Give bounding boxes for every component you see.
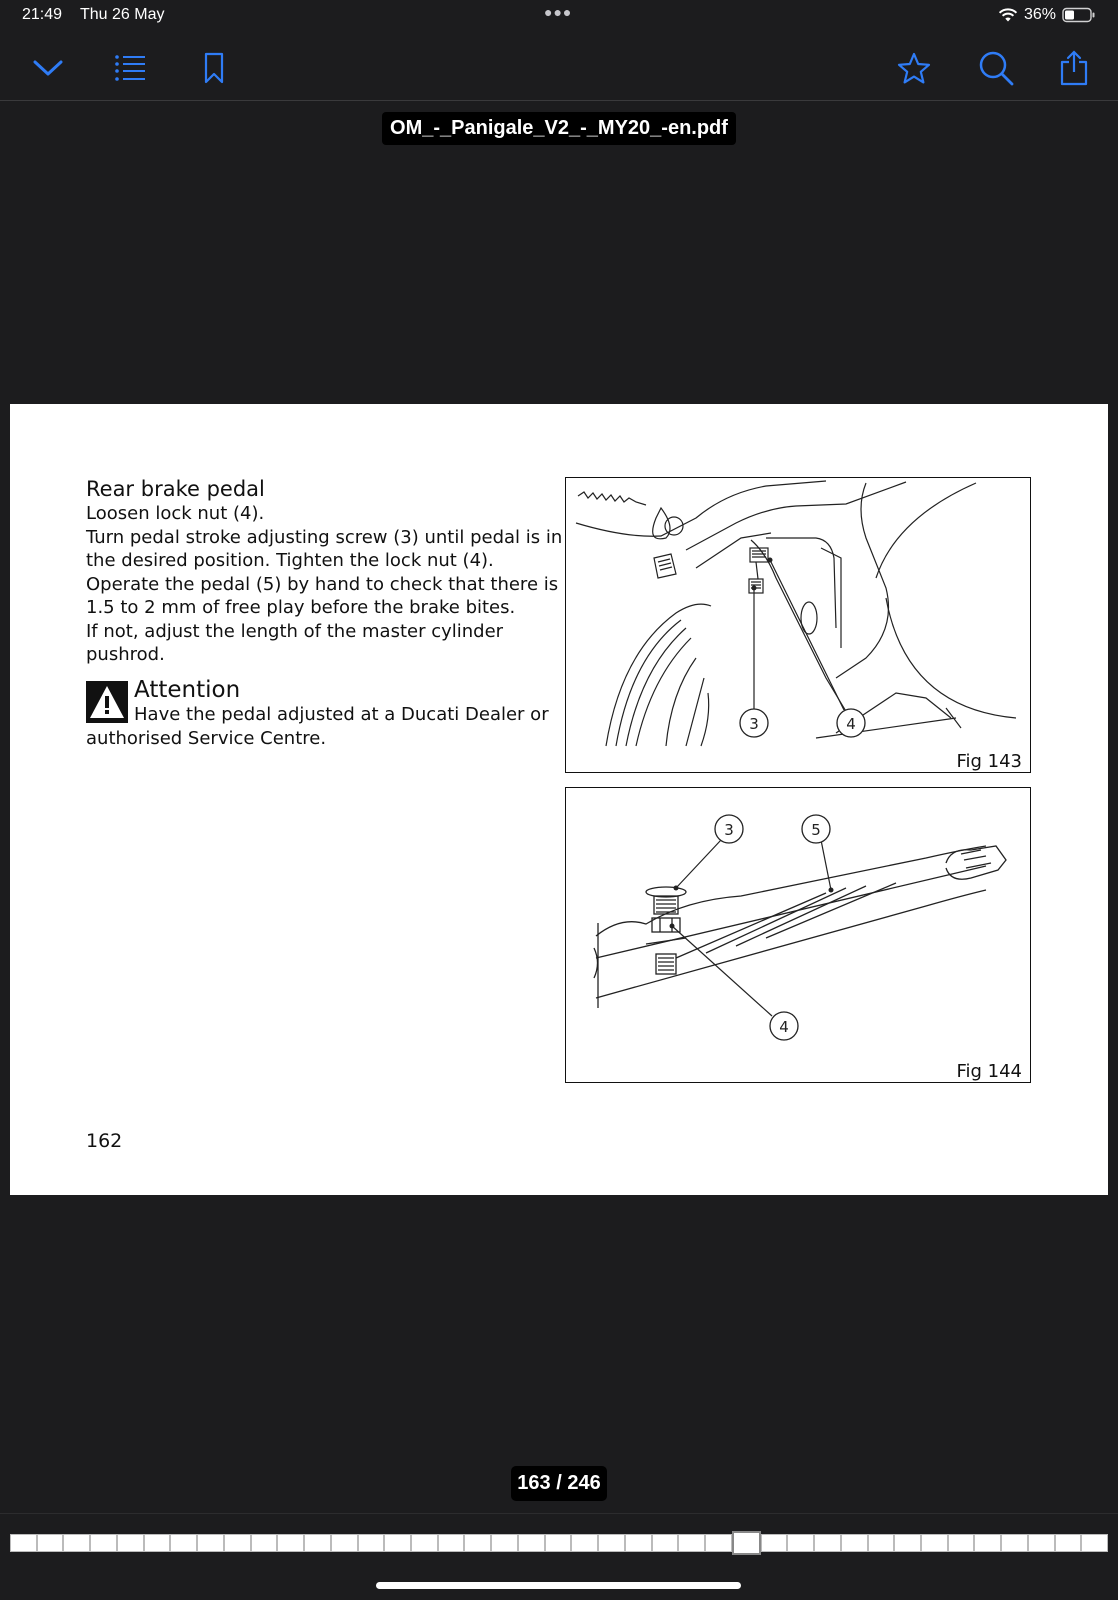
- battery-percent: 36%: [1023, 6, 1056, 23]
- page-thumbnail[interactable]: [814, 1534, 841, 1552]
- status-indicators: [998, 6, 1096, 24]
- section-title: Rear brake pedal: [86, 477, 265, 501]
- page-thumbnail[interactable]: [921, 1534, 948, 1552]
- wifi-icon: [998, 8, 1018, 23]
- document-filename: OM_-_Panigale_V2_-_MY20_-en.pdf: [382, 112, 736, 145]
- brake-pedal-assembly-illustration: [566, 478, 1032, 774]
- reader-toolbar: [0, 36, 1118, 101]
- figure-label: Fig 144: [956, 1061, 1022, 1082]
- page-thumbnail[interactable]: [411, 1534, 438, 1552]
- page-counter: [0, 1466, 1118, 1501]
- document-title: [0, 112, 1118, 145]
- page-thumbnail[interactable]: [1081, 1534, 1108, 1552]
- page-thumbnail[interactable]: [1028, 1534, 1055, 1552]
- page-thumbnail[interactable]: [761, 1534, 788, 1552]
- body-line: Turn pedal stroke adjusting screw (3) until pedal is in: [86, 526, 563, 548]
- page-thumbnail[interactable]: [625, 1534, 652, 1552]
- body-line: Loosen lock nut (4).: [86, 503, 265, 524]
- callout-3: 3: [724, 821, 734, 839]
- page-thumbnail[interactable]: [90, 1534, 117, 1552]
- attention-line: authorised Service Centre.: [86, 727, 327, 749]
- callout-3: 3: [749, 715, 759, 733]
- page-thumbnail[interactable]: [277, 1534, 304, 1552]
- pdf-page[interactable]: [10, 404, 1108, 1195]
- bookmark-icon[interactable]: [192, 46, 236, 90]
- multitasking-dots-icon[interactable]: ●●●: [544, 4, 573, 20]
- callout-4: 4: [779, 1018, 789, 1036]
- share-icon[interactable]: [1052, 46, 1096, 90]
- close-chevron-down-icon[interactable]: [26, 46, 70, 90]
- page-thumbnail[interactable]: [545, 1534, 572, 1552]
- home-indicator[interactable]: [376, 1582, 741, 1589]
- page-thumbnail[interactable]: [170, 1534, 197, 1552]
- page-thumbnail[interactable]: [868, 1534, 895, 1552]
- page-thumbnail[interactable]: [705, 1534, 732, 1552]
- page-thumbnail[interactable]: [197, 1534, 224, 1552]
- page-thumbnail[interactable]: [63, 1534, 90, 1552]
- thumbnail-list[interactable]: [10, 1534, 1108, 1556]
- callout-5: 5: [811, 821, 821, 839]
- page-thumbnail[interactable]: [10, 1534, 37, 1552]
- brake-pedal-lever-illustration: [566, 788, 1032, 1084]
- page-thumbnail[interactable]: [678, 1534, 705, 1552]
- body-line: 1.5 to 2 mm of free play before the brake bites.: [86, 597, 516, 618]
- figure-label: Fig 143: [956, 751, 1022, 772]
- table-of-contents-icon[interactable]: [108, 46, 152, 90]
- battery-icon: [1062, 7, 1096, 23]
- page-counter-label: 163 / 246: [511, 1466, 606, 1501]
- body-line: Operate the pedal (5) by hand to check that there is: [86, 573, 559, 595]
- attention-notice: [86, 677, 566, 751]
- status-date: Thu 26 May: [80, 6, 165, 23]
- page-thumbnail[interactable]: [894, 1534, 921, 1552]
- page-thumbnail[interactable]: [974, 1534, 1001, 1552]
- page-thumbnail[interactable]: [331, 1534, 358, 1552]
- page-thumbnail[interactable]: [652, 1534, 679, 1552]
- page-thumbnail[interactable]: [438, 1534, 465, 1552]
- page-thumbnail[interactable]: [117, 1534, 144, 1552]
- status-time: 21:49: [22, 6, 63, 23]
- figure-143: [565, 477, 1031, 773]
- body-line: the desired position. Tighten the lock nut (4).: [86, 550, 494, 571]
- attention-line: Have the pedal adjusted at a Ducati Dealer or: [134, 703, 549, 725]
- page-thumbnail[interactable]: [464, 1534, 491, 1552]
- page-thumbnail[interactable]: [571, 1534, 598, 1552]
- page-thumbnail[interactable]: [598, 1534, 625, 1552]
- page-thumbnail[interactable]: [948, 1534, 975, 1552]
- favorite-star-icon[interactable]: [892, 46, 936, 90]
- attention-heading: Attention: [134, 676, 241, 703]
- page-thumbnail[interactable]: [1055, 1534, 1082, 1552]
- page-thumbnail[interactable]: [384, 1534, 411, 1552]
- callout-4: 4: [846, 715, 856, 733]
- page-thumbnail[interactable]: [518, 1534, 545, 1552]
- page-text-column: [86, 476, 566, 750]
- page-thumbnail[interactable]: [358, 1534, 385, 1552]
- warning-triangle-icon: [86, 681, 128, 723]
- page-thumbnail[interactable]: [787, 1534, 814, 1552]
- page-thumbnail[interactable]: [1001, 1534, 1028, 1552]
- page-thumbnail[interactable]: [224, 1534, 251, 1552]
- body-line: pushrod.: [86, 644, 165, 665]
- page-thumbnail[interactable]: [732, 1531, 761, 1555]
- page-thumbnail[interactable]: [491, 1534, 518, 1552]
- page-thumbnail[interactable]: [144, 1534, 171, 1552]
- status-bar: [0, 0, 1118, 34]
- page-thumbnail[interactable]: [251, 1534, 278, 1552]
- body-line: If not, adjust the length of the master cylinder: [86, 620, 504, 642]
- page-thumbnail[interactable]: [304, 1534, 331, 1552]
- page-thumbnail[interactable]: [37, 1534, 64, 1552]
- page-number: 162: [86, 1130, 123, 1152]
- search-icon[interactable]: [974, 46, 1018, 90]
- page-thumbnail-scrubber[interactable]: [0, 1513, 1118, 1574]
- page-thumbnail[interactable]: [841, 1534, 868, 1552]
- figure-144: [565, 787, 1031, 1083]
